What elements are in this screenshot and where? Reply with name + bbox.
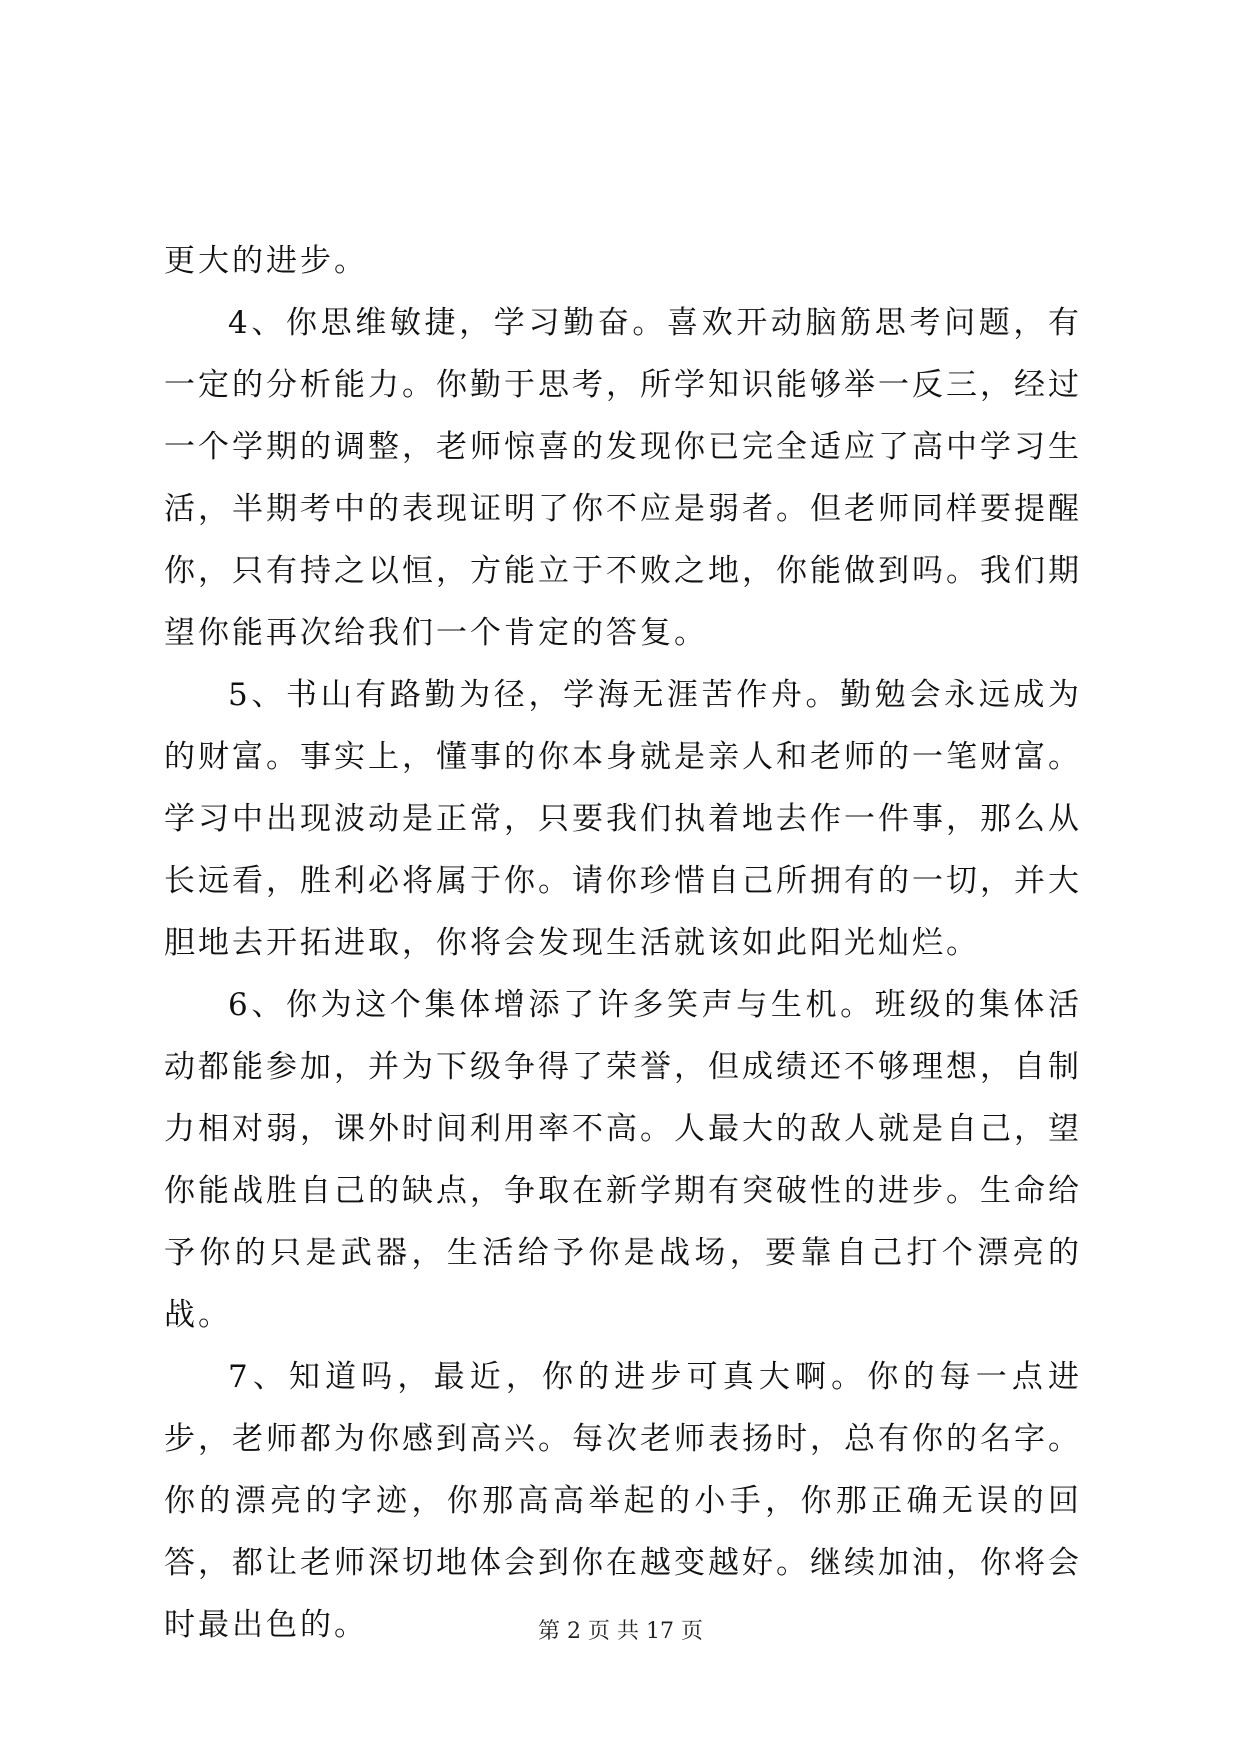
paragraph-comment-6: 6、你为这个集体增添了许多笑声与生机。班级的集体活动都能参加，并为下级争得了荣誉，但成绩还不够理想，自制力相对弱，课外时间利用率不高。人最大的敌人就是自己，望你能战胜自己的缺点，争取在新学期有突破性的进步。生命给予你的只是武器，生活给予你是战场，要靠自己打个漂亮的战。 <box>164 987 1082 1333</box>
paragraph-comment-5: 5、书山有路勤为径，学海无涯苦作舟。勤勉会永远成为的财富。事实上，懂事的你本身就是亲人和老师的一笔财富。学习中出现波动是正常，只要我们执着地去作一件事，那么从长远看，胜利必将属于你。请你珍惜自己所拥有的一切，并大胆地去开拓进取，你将会发现生活就该如此阳光灿烂。 <box>164 677 1082 961</box>
document-body <box>164 230 1082 1656</box>
paragraph-comment-7: 7、知道吗，最近，你的进步可真大啊。你的每一点进步，老师都为你感到高兴。每次老师表扬时，总有你的名字。你的漂亮的字迹，你那高高举起的小手，你那正确无误的回答，都让老师深切地体会到你在越变越好。继续加油，你将会时最出色的。 <box>164 1359 1082 1643</box>
paragraph-comment-4: 4、你思维敏捷，学习勤奋。喜欢开动脑筋思考问题，有一定的分析能力。你勤于思考，所学知识能够举一反三，经过一个学期的调整，老师惊喜的发现你已完全适应了高中学习生活，半期考中的表现证明了你不应是弱者。但老师同样要提醒你，只有持之以恒，方能立于不败之地，你能做到吗。我们期望你能再次给我们一个肯定的答复。 <box>164 305 1082 651</box>
paragraph-continuation: 更大的进步。 <box>164 243 368 279</box>
page-number-footer: 第 2 页 共 17 页 <box>538 1619 703 1644</box>
